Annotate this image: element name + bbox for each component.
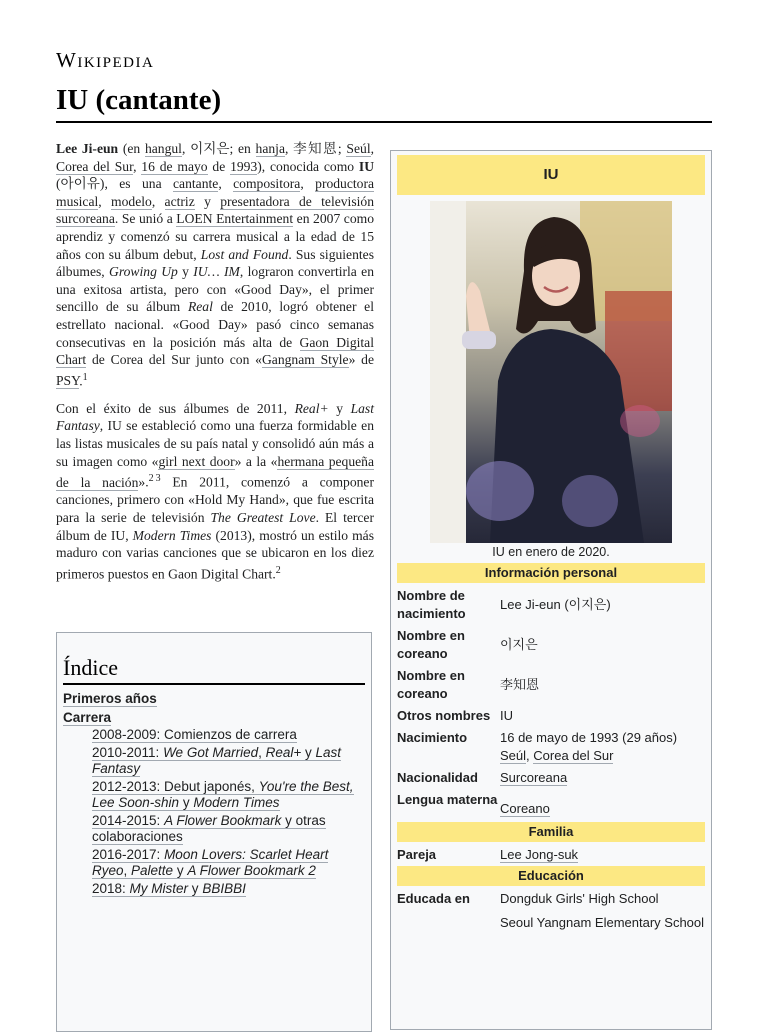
text: y (179, 795, 194, 810)
link-hermana-pequena[interactable]: hermana pequeña de la nación (56, 453, 374, 490)
row-partner (397, 846, 705, 864)
toc-link[interactable] (92, 727, 297, 743)
row-educated-at (397, 890, 705, 932)
link-modelo[interactable]: modelo (111, 193, 152, 209)
link-corea-del-sur-infobox[interactable]: Corea del Sur (533, 748, 614, 763)
text: , 李知恩; (285, 141, 347, 156)
label: Otros nombres (397, 708, 491, 723)
link-coreano[interactable]: Coreano (500, 801, 550, 816)
portrait-illustration (430, 201, 672, 543)
row-nationality (397, 769, 705, 787)
reference-3[interactable]: 3 (155, 473, 161, 485)
text: . Sus siguientes álbumes, (56, 246, 374, 280)
text: A Flower Bookmark (164, 813, 282, 828)
lead-paragraph-2 (56, 400, 374, 583)
toc-subitem-2012-2013[interactable] (92, 779, 365, 811)
label: Nombre en coreano (397, 668, 465, 701)
label: Nombre de nacimiento (397, 588, 466, 621)
link-surcoreana[interactable]: surcoreana (56, 211, 115, 227)
subject-name: Lee Ji-eun (56, 141, 119, 156)
text: , (133, 158, 142, 174)
text: Last Fantasy (92, 745, 342, 776)
text: Moon Lovers: Scarlet Heart Ryeo (92, 847, 329, 878)
toc-link[interactable] (92, 847, 328, 879)
row-other-names (397, 707, 705, 725)
value (500, 769, 705, 787)
text: , (370, 141, 374, 156)
text: y (177, 264, 194, 280)
text: en 2007 como aprendiz y comenzó su carrera musical a la edad de 15 años con su álbum debut, (56, 211, 374, 262)
link-presentadora[interactable]: presentadora de televisión (220, 193, 374, 209)
school-2: Seoul Yangnam Elementary School (500, 915, 705, 930)
text: , (300, 176, 316, 192)
text: Modern Times (193, 795, 280, 810)
link-surcoreana-infobox[interactable]: Surcoreana (500, 770, 568, 785)
text: (아이유), es una (56, 176, 174, 192)
label: Pareja (397, 847, 437, 862)
link-1993[interactable]: 1993 (230, 158, 258, 174)
lead-section (56, 140, 374, 593)
text: We Got Married (163, 745, 259, 760)
album-growing-up: Growing Up (109, 264, 178, 280)
link-actriz[interactable]: actriz (164, 193, 195, 209)
link-gaon-digital-chart[interactable]: Gaon Digital Chart (56, 334, 374, 368)
text: Palette (131, 863, 174, 878)
toc-title: Índice (63, 655, 365, 685)
link-hanja[interactable]: hanja (255, 141, 285, 156)
text: , lograron convertirla en una exitosa artista, pero con «Good Day», el primer sencillo de su álbum (56, 264, 374, 315)
label: Nombre en coreano (397, 628, 465, 661)
text: BBIBBI (202, 881, 246, 896)
label: Nacionalidad (397, 770, 478, 785)
link-hangul[interactable]: hangul (144, 141, 182, 156)
school-1: Dongduk Girls' High School (500, 891, 659, 906)
toc-item-carrera[interactable] (63, 710, 365, 725)
text: , (258, 745, 266, 760)
text: ». (138, 474, 149, 490)
text: En 2011, comenzó a componer canciones, primero con «Hold My Hand», que fue escrita para la serie de televisión (56, 474, 374, 525)
text: y (194, 193, 221, 209)
label: Nacimiento (397, 730, 468, 745)
value (500, 890, 705, 932)
text: de Corea del Sur junto con « (86, 352, 262, 368)
text: You're the Best, Lee Soon-shin (92, 779, 354, 810)
link-compositora[interactable]: compositora (233, 176, 301, 192)
text: 2016-2017: (92, 847, 165, 862)
text: de 2010, logró obtener el estrellato nacional. «Good Day» pasó cinco semanas consecutivas en la posición más alta de (56, 299, 374, 350)
link-corea-del-sur[interactable]: Corea del Sur (56, 158, 134, 174)
text: Con el éxito de sus álbumes de 2011, (56, 400, 295, 416)
reference-2[interactable]: 2 (148, 473, 154, 485)
text: . (79, 373, 83, 389)
album-modern-times: Modern Times (132, 527, 212, 543)
row-birth-name (397, 587, 705, 623)
value: 이지은 (500, 637, 538, 652)
toc-link[interactable]: Carrera (63, 710, 112, 725)
link-16-de-mayo[interactable]: 16 de mayo (141, 158, 208, 174)
text: y (328, 400, 351, 416)
text: (en (118, 141, 145, 156)
text: » de (348, 352, 374, 368)
label: Educada en (397, 891, 470, 906)
lead-paragraph-1 (56, 140, 374, 390)
link-productora-musical[interactable]: productora musical (56, 176, 375, 209)
reference-4[interactable]: 2 (275, 564, 281, 576)
text: y otras colaboraciones (92, 813, 326, 844)
section-education: Educación (397, 866, 705, 886)
row-korean-name-hanja (397, 667, 705, 703)
text: , (98, 193, 112, 209)
section-family: Familia (397, 822, 705, 842)
toc-link[interactable] (92, 813, 326, 845)
link-cantante[interactable]: cantante (173, 176, 219, 192)
row-korean-name (397, 627, 705, 663)
text: y (188, 881, 203, 896)
text: de (207, 158, 231, 174)
album-last-fantasy: Last Fantasy (56, 400, 375, 434)
row-birth (397, 729, 705, 765)
toc-link[interactable]: Primeros años (63, 691, 157, 706)
section-personal-info: Información personal (397, 563, 705, 583)
birth-place (500, 747, 705, 765)
infobox-heading: IU (397, 155, 705, 195)
album-lost-and-found: Lost and Found (200, 246, 289, 262)
text: , (151, 193, 165, 209)
portrait-photo[interactable] (430, 201, 672, 543)
reference-1[interactable]: 1 (82, 371, 88, 383)
text: A Flower Bookmark 2 (187, 863, 316, 878)
toc-subitem-2016-2017[interactable] (92, 847, 365, 879)
value (500, 846, 705, 864)
toc-subitem-2014-2015[interactable] (92, 813, 365, 845)
wikipedia-wordmark[interactable]: Wikipedia (56, 48, 155, 72)
infobox (390, 150, 712, 1030)
text: (2013), mostró un estilo más maduro con varias canciones que se ubicaron en los diez primeros puestos en Gaon Digital Chart. (56, 527, 375, 582)
table-of-contents (56, 632, 372, 1032)
toc-subitem-2008-2009[interactable] (92, 727, 365, 743)
birth-date: 16 de mayo de 1993 (29 años) (500, 730, 678, 745)
text: , IU se estableció como una fuerza formidable en las listas musicales de su país natal y consolidó aún más a su imagen como « (56, 418, 374, 469)
text: , (218, 176, 234, 192)
text: . Se unió a (114, 211, 177, 227)
value: IU (500, 708, 513, 723)
text: , 이지은; en (181, 141, 256, 156)
text: My Mister (129, 881, 189, 896)
page-title: IU (cantante) (56, 84, 712, 123)
toc-link[interactable] (92, 779, 354, 811)
text: 2012-2013: Debut japonés, (92, 779, 259, 794)
text: 2014-2015: (92, 813, 165, 828)
text: , (526, 748, 534, 763)
link-gangnam-style[interactable]: Gangnam Style (261, 352, 349, 368)
value (500, 729, 705, 765)
toc-item-primeros-anos[interactable] (63, 691, 365, 706)
value (500, 791, 705, 818)
alias-iu: IU (358, 158, 375, 174)
text: , (123, 863, 132, 878)
toc-link[interactable] (92, 881, 246, 897)
text: y (301, 745, 316, 760)
album-real-plus: Real+ (294, 400, 329, 416)
text: Real+ (265, 745, 302, 760)
value: 李知恩 (500, 677, 540, 692)
toc-link[interactable] (92, 745, 341, 777)
link-girl-next-door[interactable]: girl next door (158, 453, 235, 469)
link-seul[interactable]: Seúl (346, 141, 371, 156)
text: . El tercer álbum de IU, (56, 509, 374, 543)
row-mother-tongue (397, 791, 705, 818)
text: » a la « (234, 453, 278, 469)
album-iu-im: IU… IM (193, 264, 240, 280)
link-seul-infobox[interactable]: Seúl (500, 748, 527, 763)
series-the-greatest-love: The Greatest Love (210, 509, 316, 525)
toc-subitem-2010-2011[interactable] (92, 745, 365, 777)
toc-subitem-2018[interactable] (92, 881, 365, 897)
album-real: Real (187, 299, 213, 315)
link-loen-entertainment[interactable]: LOEN Entertainment (176, 211, 294, 227)
text: 2008-2009: Comienzos de carrera (92, 727, 297, 742)
link-psy[interactable]: PSY (56, 373, 80, 389)
photo-caption: IU en enero de 2020. (492, 545, 610, 559)
value: Lee Ji-eun (이지은) (500, 597, 611, 612)
text: y (173, 863, 188, 878)
text: 2018: (92, 881, 130, 896)
label: Lengua materna (397, 792, 498, 807)
text: ), conocida como (257, 158, 359, 174)
text: 2010-2011: (92, 745, 164, 760)
link-lee-jong-suk[interactable]: Lee Jong-suk (500, 847, 579, 862)
